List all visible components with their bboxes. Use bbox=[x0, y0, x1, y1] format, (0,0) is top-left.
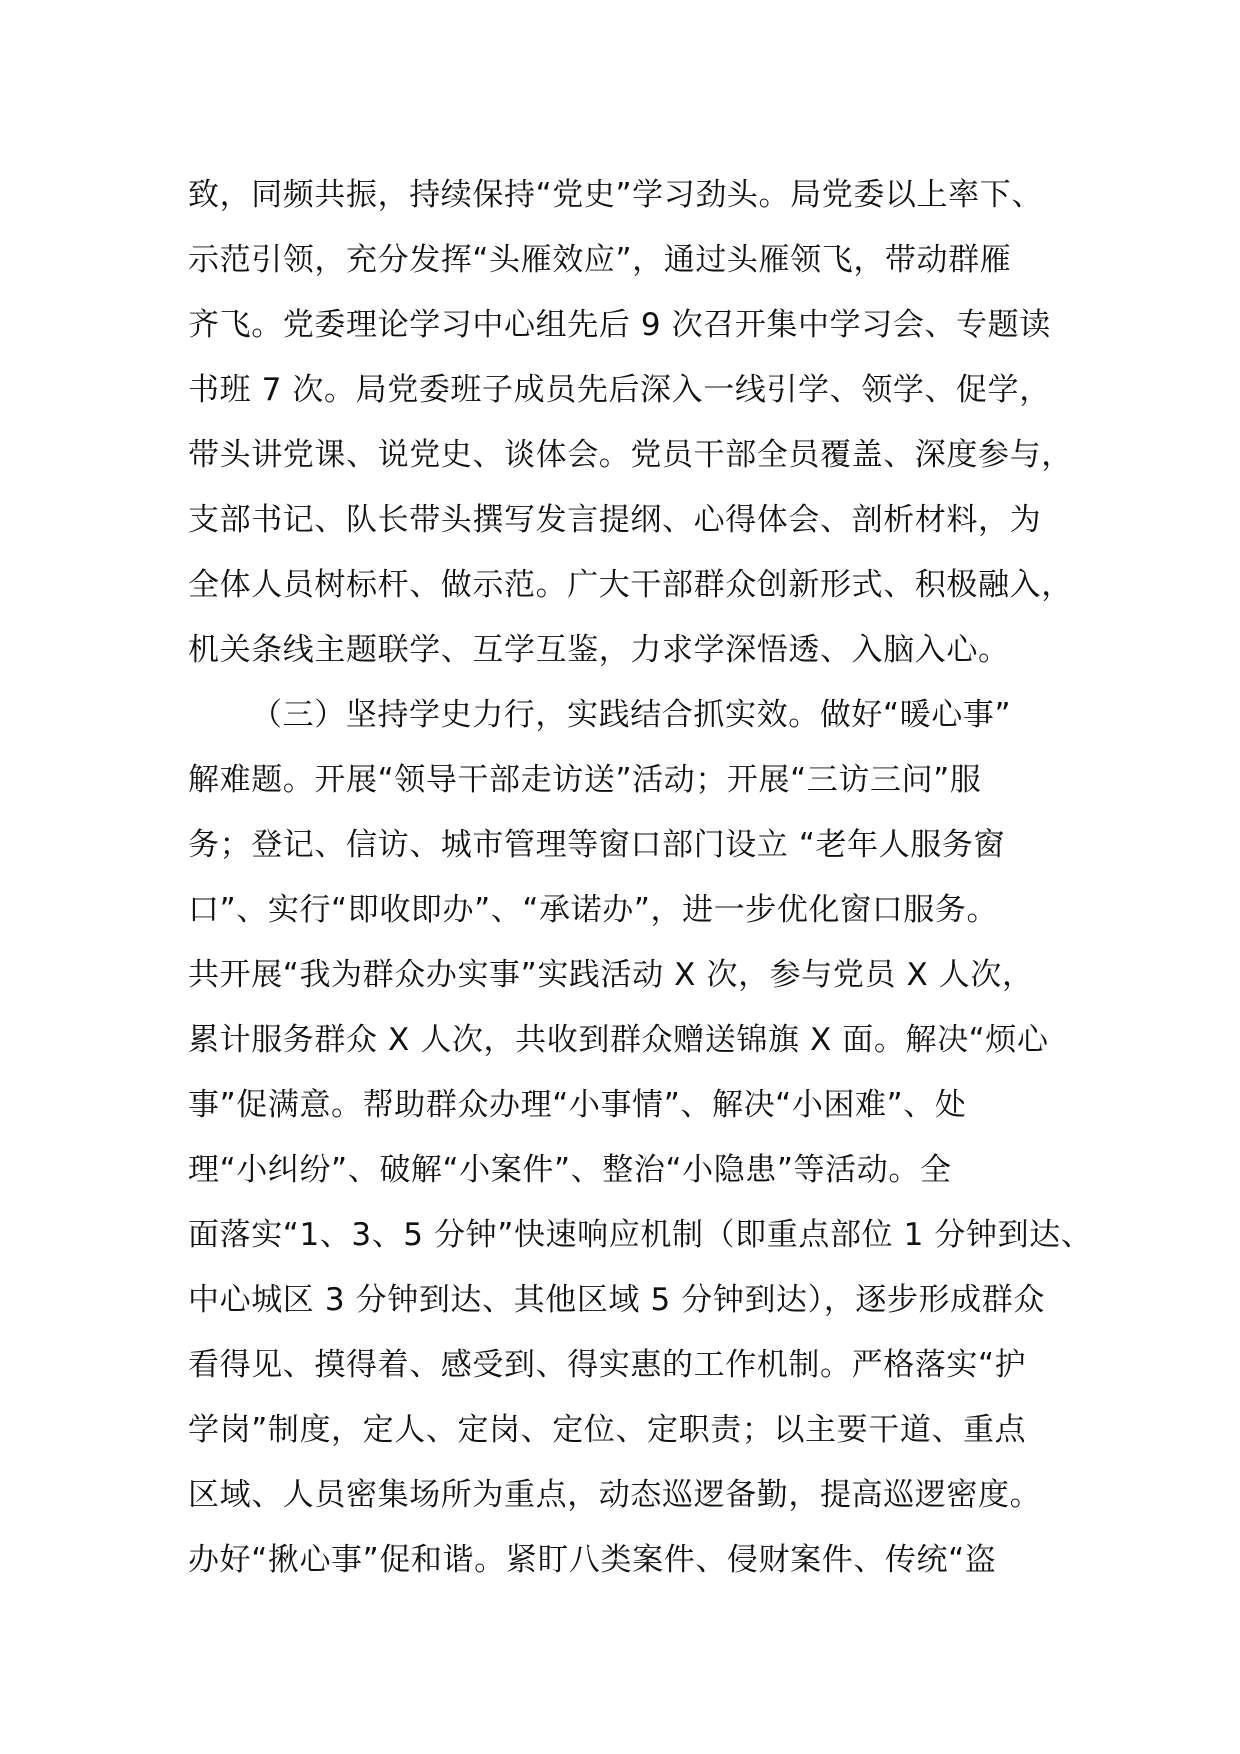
text-line: 带头讲党课、说党史、谈体会。党员干部全员覆盖、深度参与， bbox=[188, 437, 1073, 473]
text-line: 齐飞。党委理论学习中心组先后 9 次召开集中学习会、专题读 bbox=[188, 307, 1051, 343]
text-line: 面落实“1、3、5 分钟”快速响应机制（即重点部位 1 分钟到达、 bbox=[188, 1217, 1093, 1253]
text-line: 支部书记、队长带头撰写发言提纲、心得体会、剖析材料，为 bbox=[188, 502, 1042, 538]
text-line: 共开展“我为群众办实事”实践活动 X 次，参与党员 X 人次， bbox=[188, 957, 1034, 993]
text-line: 全体人员树标杆、做示范。广大干部群众创新形式、积极融入， bbox=[188, 567, 1073, 603]
text-line: 解难题。开展“领导干部走访送”活动；开展“三访三问”服 bbox=[188, 762, 982, 798]
text-line: 致，同频共振，持续保持“党史”学习劲头。局党委以上率下、 bbox=[188, 177, 1043, 213]
text-line: 口”、实行“即收即办”、“承诺办”，进一步优化窗口服务。 bbox=[188, 892, 999, 928]
text-line: 办好“揪心事”促和谐。紧盯八类案件、侵财案件、传统“盗 bbox=[188, 1542, 997, 1578]
text-line: 看得见、摸得着、感受到、得实惠的工作机制。严格落实“护 bbox=[188, 1347, 1027, 1383]
text-line: 机关条线主题联学、互学互鉴，力求学深悟透、入脑入心。 bbox=[188, 632, 1010, 668]
text-line: 事”促满意。帮助群众办理“小事情”、解决“小困难”、处 bbox=[188, 1087, 967, 1123]
text-line: 示范引领，充分发挥“头雁效应”，通过头雁领飞，带动群雁 bbox=[188, 242, 1012, 278]
section-heading-line: （三）坚持学史力行，实践结合抓实效。做好“暖心事” bbox=[251, 697, 1012, 733]
text-line: 书班 7 次。局党委班子成员先后深入一线引学、领学、促学， bbox=[188, 372, 1051, 408]
body-text bbox=[188, 163, 1093, 1593]
text-line: 区域、人员密集场所为重点，动态巡逻备勤，提高巡逻密度。 bbox=[188, 1477, 1042, 1513]
text-line: 务；登记、信访、城市管理等窗口部门设立 “老年人服务窗 bbox=[188, 827, 1006, 863]
text-line: 累计服务群众 X 人次，共收到群众赠送锦旗 X 面。解决“烦心 bbox=[188, 1022, 1049, 1058]
text-line: 中心城区 3 分钟到达、其他区域 5 分钟到达），逐步形成群众 bbox=[188, 1282, 1045, 1318]
text-line: 学岗”制度，定人、定岗、定位、定职责；以主要干道、重点 bbox=[188, 1412, 1027, 1448]
text-line: 理“小纠纷”、破解“小案件”、整治“小隐患”等活动。全 bbox=[188, 1152, 952, 1188]
